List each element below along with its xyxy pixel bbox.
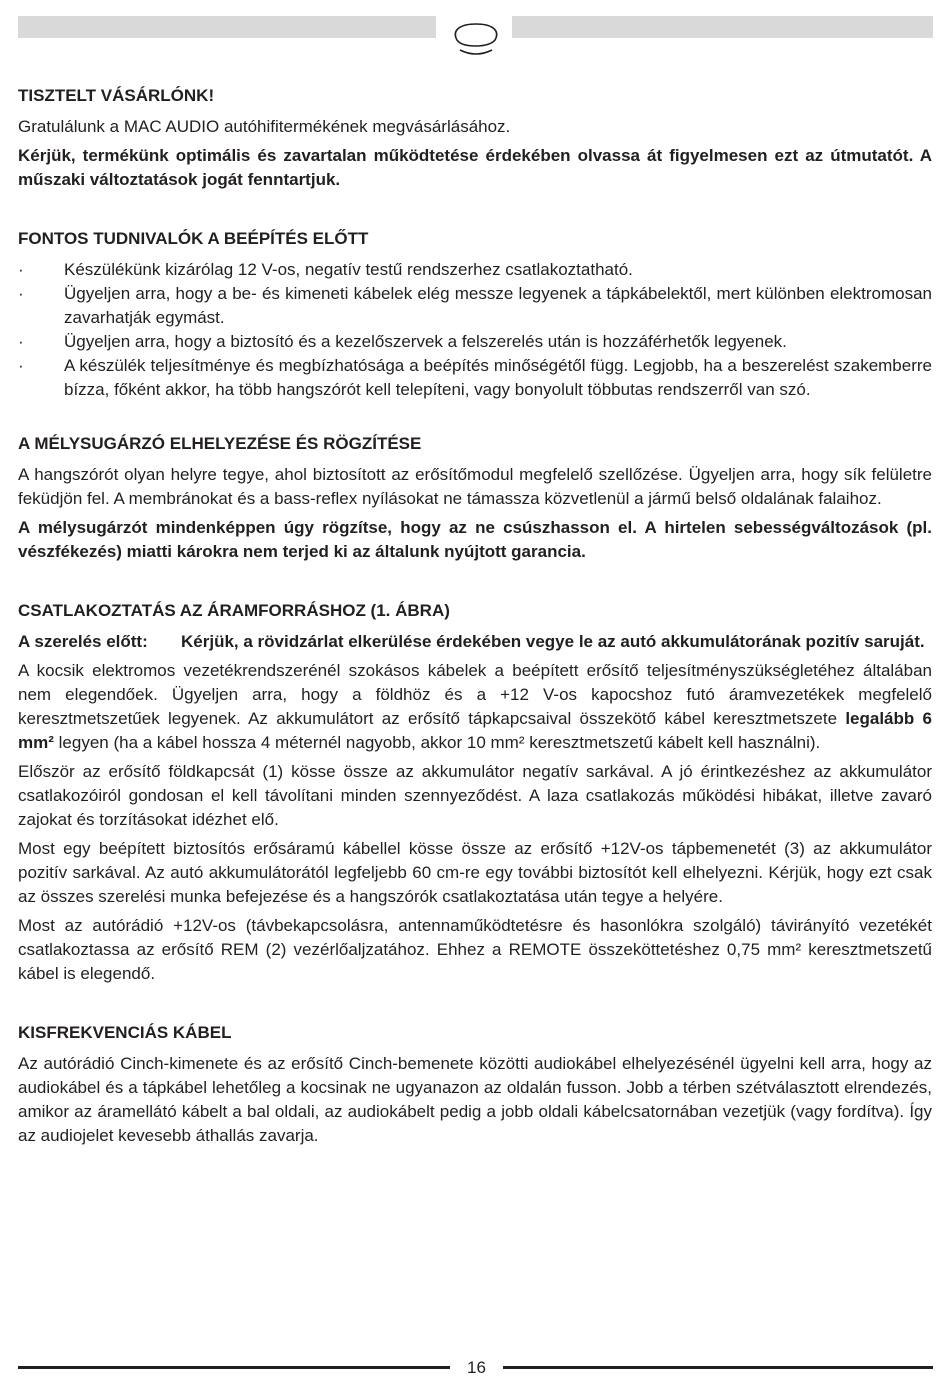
bullet-marker: · xyxy=(18,260,24,279)
note-text: Kérjük, a rövidzárlat elkerülése érdekében vegye le az autó akkumulátorának pozitív saruját. xyxy=(181,632,925,651)
header-bar-right xyxy=(512,16,933,38)
section-subwoofer-mounting xyxy=(18,432,932,564)
paragraph: Most egy beépített biztosítós erősáramú kábellel kösse össze az erősítő +12V-os tápbemenetét (3) az akkumulátor pozitív sarkával. Az autó akkumulátorától legfeljebb 60 cm-re egy további biztosítót kell elhelyezni. Kérjük, hogy ezt csak az összes szerelési munka befejezése és a hangszórók csatlakoztatása után tegye a helyére. xyxy=(18,839,932,906)
section-heading: CSATLAKOZTATÁS AZ ÁRAMFORRÁSHOZ (1. ÁBRA) xyxy=(18,601,450,620)
paragraph: A hangszórót olyan helyre tegye, ahol biztosított az erősítőmodul megfelelő szellőzése. Ügyeljen arra, hogy sík felületre feküdjön fel. A membránokat és a bass-reflex nyílásokat ne támassza közvetlenül a jármű belső oldalának falaihoz. xyxy=(18,465,932,508)
header-bar-left xyxy=(18,16,436,38)
section-power-connection xyxy=(18,599,932,986)
paragraph: A kocsik elektromos vezetékrendszerénél szokásos kábelek a beépített erősítő teljesítményszükségletéhez általában nem elegendőek. Ügyeljen arra, hogy a földhöz és a +12 V-os kapocshoz futó áramvezetékek megfelelő keresztmetszetűek legyenek. Az akkumulátort az erősítő tápkapcsaival összekötő kábel keresztmetszete legalább 6 mm² legyen (ha a kábel hossza 4 méternél nagyobb, akkor 10 mm² keresztmetszetű kábelt kell használni). xyxy=(18,661,933,752)
paragraph: Gratulálunk a MAC AUDIO autóhifitermékének megvásárlásához. xyxy=(18,117,511,136)
list-item: · A készülék teljesítménye és megbízhatósága a beépítés minőségétől függ. Legjobb, ha a beszerelést szakemberre bízza, főként akkor, ha több hangszórót kell telepíteni, vagy bonyolult többutas rendszerről van szó. xyxy=(18,356,932,399)
paragraph: Az autórádió Cinch-kimenete és az erősítő Cinch-bemenete közötti audiokábel elhelyezésénél ügyelni kell arra, hogy az audiokábel és a tápkábel lehetőleg a kocsinak ne ugyanazon az oldalán fusson. Jobb a térben szétválasztott elrendezés, amikor az áramellátó kábelt a bal oldali, az audiokábelt pedig a jobb oldali kábelcsatornában vezetjük (vagy fordítva). Így az audiojelet kevesebb áthallás zavarja. xyxy=(18,1054,932,1145)
bold-paragraph: Kérjük, termékünk optimális és zavartalan működtetése érdekében olvassa át figyelmesen ezt az útmutatót. A műszaki változtatások jogát fenntartjuk. xyxy=(18,146,932,189)
section-low-frequency-cable xyxy=(18,1021,932,1148)
list-item: · Készülékünk kizárólag 12 V-os, negatív testű rendszerhez csatlakoztatható. xyxy=(18,258,932,282)
section-heading: A MÉLYSUGÁRZÓ ELHELYEZÉSE ÉS RÖGZÍTÉSE xyxy=(18,434,422,453)
section-greeting xyxy=(18,84,932,192)
bullet-marker: · xyxy=(18,284,24,303)
emphasis: legalább 6 mm² xyxy=(18,709,933,752)
note-label: A szerelés előtt: xyxy=(18,632,148,651)
page-number: 16 xyxy=(467,1358,486,1377)
paragraph: Először az erősítő földkapcsát (1) kösse össze az akkumulátor negatív sarkával. A jó érintkezéshez az akkumulátor csatlakozóiról gondosan el kell távolítani minden szennyeződést. A laza csatlakozás működési hibákat, illetve zavaró zajokat és torzításokat idézhet elő. xyxy=(18,762,932,829)
pre-install-note xyxy=(18,630,932,654)
hungary-outline-icon xyxy=(450,12,502,62)
paragraph: Most az autórádió +12V-os (távbekapcsolásra, antennaműködtetésre és hasonlókra szolgáló) távirányító vezetékét csatlakoztassa az erősítő REM (2) vezérlőaljzatához. Ehhez a REMOTE összeköttetéshez 0,75 mm² keresztmetszetű kábel is elegendő. xyxy=(18,916,932,983)
bullet-list xyxy=(18,258,932,402)
document-body xyxy=(18,84,932,1153)
list-item: · Ügyeljen arra, hogy a biztosító és a kezelőszervek a felszerelés után is hozzáférhetők legyenek. xyxy=(18,330,932,354)
bold-paragraph: A mélysugárzót mindenképpen úgy rögzítse, hogy az ne csúszhasson el. A hirtelen sebességváltozások (pl. vészfékezés) miatti károkra nem terjed ki az általunk nyújtott garancia. xyxy=(18,518,932,561)
section-important-notes xyxy=(18,227,932,402)
section-heading: FONTOS TUDNIVALÓK A BEÉPÍTÉS ELŐTT xyxy=(18,229,369,248)
footer-rule-left xyxy=(18,1366,450,1369)
bullet-marker: · xyxy=(18,356,24,375)
section-heading: TISZTELT VÁSÁRLÓNK! xyxy=(18,86,215,105)
bullet-marker: · xyxy=(18,332,24,351)
section-heading: KISFREKVENCIÁS KÁBEL xyxy=(18,1023,232,1042)
list-item: · Ügyeljen arra, hogy a be- és kimeneti kábelek elég messze legyenek a tápkábelektől, mert különben elektromosan zavarhatják egymást. xyxy=(18,284,932,327)
footer-rule-right xyxy=(503,1366,933,1369)
